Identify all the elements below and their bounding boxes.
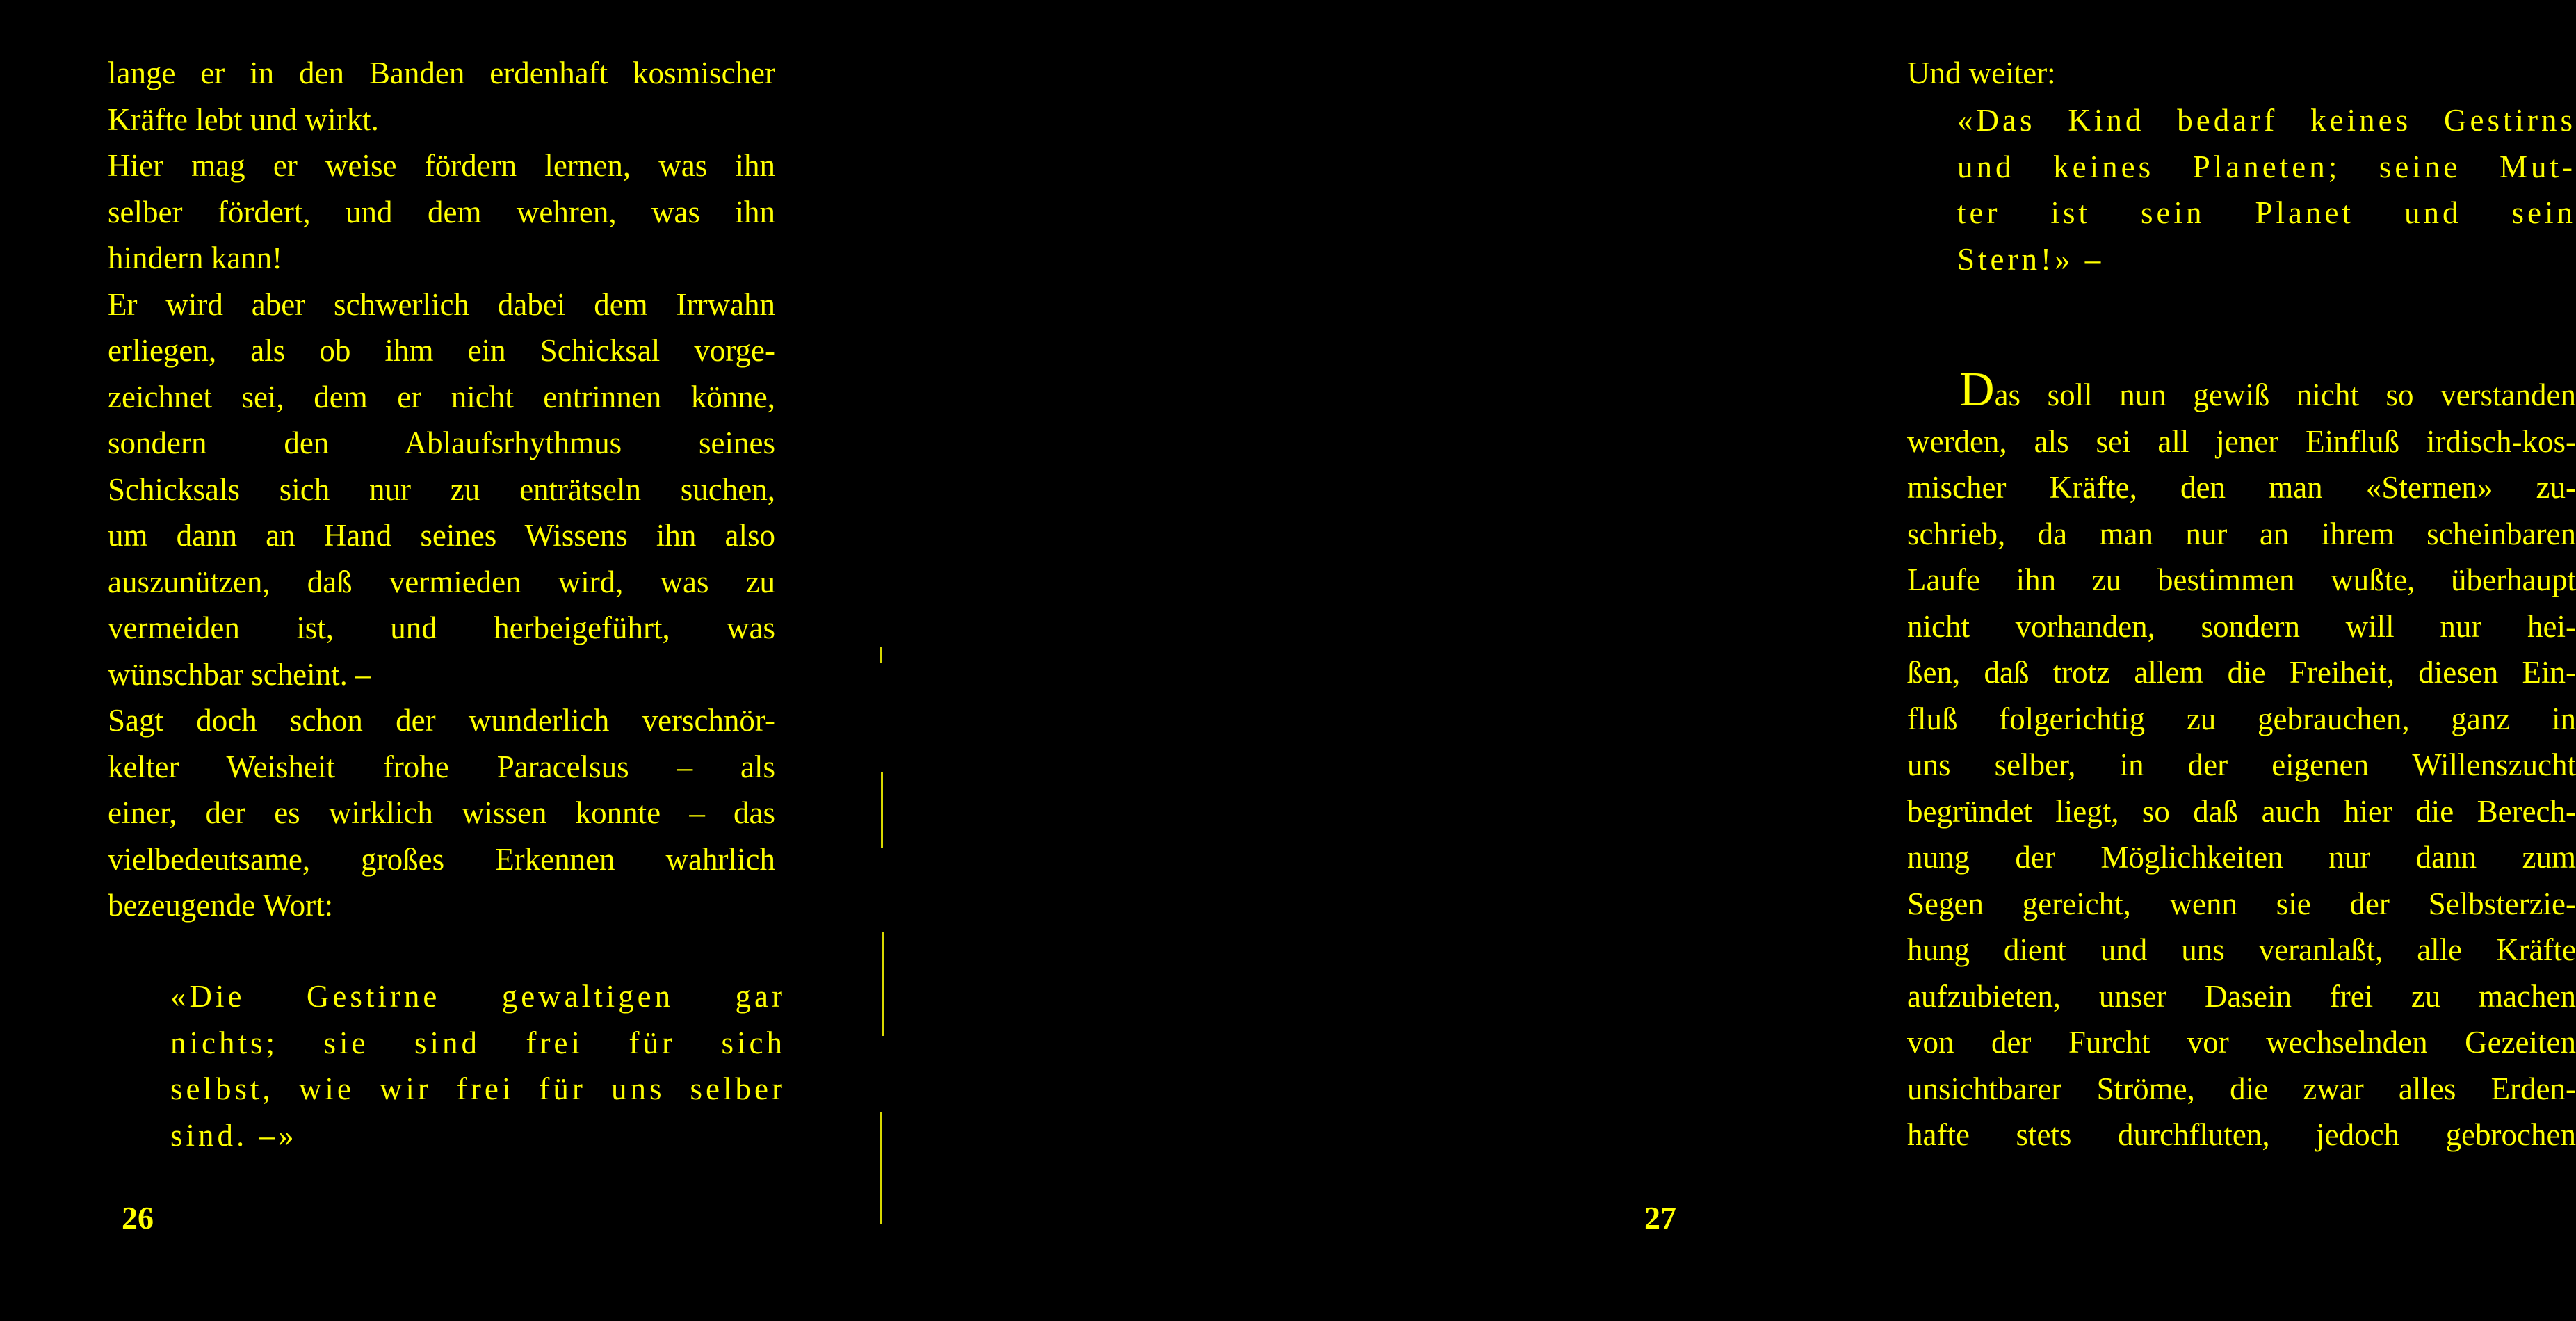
text-line: aufzubieten, unser Dasein frei zu machen <box>1907 978 2576 1014</box>
left-page <box>0 0 880 1321</box>
text-line: fluß folgerichtig zu gebrauchen, ganz in <box>1907 701 2576 736</box>
text-line: wünschbar scheint. – <box>108 656 371 692</box>
text-line: Segen gereicht, wenn sie der Selbsterzie- <box>1907 886 2576 921</box>
quote-line: selbst, wie wir frei für uns selber <box>170 1071 786 1106</box>
text-line: hung dient und uns veranlaßt, alle Kräfte <box>1907 932 2576 967</box>
child-quote <box>1957 97 2576 282</box>
right-page-intro <box>1907 50 2576 97</box>
text-line: Schicksals sich nur zu enträtseln suchen, <box>108 471 775 507</box>
text-line: Hier mag er weise fördern lernen, was ihn <box>108 148 775 183</box>
book-gutter <box>877 626 891 1286</box>
text-line: auszunützen, daß vermieden wird, was zu <box>108 564 775 599</box>
left-page-body <box>108 50 775 929</box>
text-line: Laufe ihn zu bestimmen wußte, überhaupt <box>1907 562 2576 597</box>
right-page <box>893 0 2576 1321</box>
text-line: vermeiden ist, und herbeigeführt, was <box>108 610 775 645</box>
text-line: unsichtbarer Ströme, die zwar alles Erden- <box>1907 1071 2576 1106</box>
text-line: begründet liegt, so daß auch hier die Berech- <box>1907 793 2576 829</box>
quote-line: ter ist sein Planet und sein <box>1957 195 2576 230</box>
text-line: erliegen, als ob ihm ein Schicksal vorge- <box>108 333 775 368</box>
quote-line: nichts; sie sind frei für sich <box>170 1025 786 1060</box>
text-line: Kräfte lebt und wirkt. <box>108 102 379 137</box>
text-line: mischer Kräfte, den man «Sternen» zu- <box>1907 470 2576 505</box>
text-line: schrieb, da man nur an ihrem scheinbaren <box>1907 516 2576 551</box>
drop-cap: D <box>1959 363 1995 416</box>
text-line: Sagt doch schon der wunderlich verschnör- <box>108 703 775 738</box>
quote-line: sind. –» <box>170 1117 298 1153</box>
page-number-left: 26 <box>122 1200 154 1235</box>
quote-line: «Die Gestirne gewaltigen gar <box>170 979 786 1014</box>
text-line: Er wird aber schwerlich dabei dem Irrwahn <box>108 286 775 322</box>
text-line: kelter Weisheit frohe Paracelsus – als <box>108 749 775 784</box>
text-line: vielbedeutsame, großes Erkennen wahrlich <box>108 841 775 877</box>
text-line: von der Furcht vor wechselnden Gezeiten <box>1907 1025 2576 1060</box>
text-line: bezeugende Wort: <box>108 888 334 923</box>
text-line: nung der Möglichkeiten nur dann zum <box>1907 840 2576 875</box>
text-line: sondern den Ablaufsrhythmus seines <box>108 426 775 460</box>
text-line: selber fördert, und dem wehren, was ihn <box>108 194 775 229</box>
text-line: zeichnet sei, dem er nicht entrinnen könne, <box>108 379 775 414</box>
text-line: Und weiter: <box>1907 56 2056 90</box>
text-line: nicht vorhanden, sondern will nur hei- <box>1907 608 2576 644</box>
text-line: uns selber, in der eigenen Willenszucht <box>1907 747 2576 782</box>
text-line: ßen, daß trotz allem die Freiheit, diesen Ein- <box>1907 655 2576 690</box>
paracelsus-quote <box>170 973 786 1158</box>
text-line: werden, als sei all jener Einfluß irdisch-kos- <box>1907 423 2576 459</box>
quote-line: und keines Planeten; seine Mut- <box>1957 149 2576 184</box>
text-fragment: as soll nun gewiß nicht so verstanden <box>1994 378 2576 412</box>
text-line <box>1907 363 2576 419</box>
text-line: um dann an Hand seines Wissens ihn also <box>108 518 775 553</box>
text-line: lange er in den Banden erdenhaft kosmischer <box>108 56 775 90</box>
text-line: hafte stets durchfluten, jedoch gebrochen <box>1907 1117 2576 1152</box>
text-line: einer, der es wirklich wissen konnte – das <box>108 795 775 830</box>
right-page-paragraph <box>1907 363 2576 1158</box>
page-number-right: 27 <box>1644 1200 1676 1235</box>
quote-line: «Das Kind bedarf keines Gestirns <box>1957 103 2576 138</box>
text-line: hindern kann! <box>108 241 283 275</box>
quote-line: Stern!» – <box>1957 241 2105 277</box>
